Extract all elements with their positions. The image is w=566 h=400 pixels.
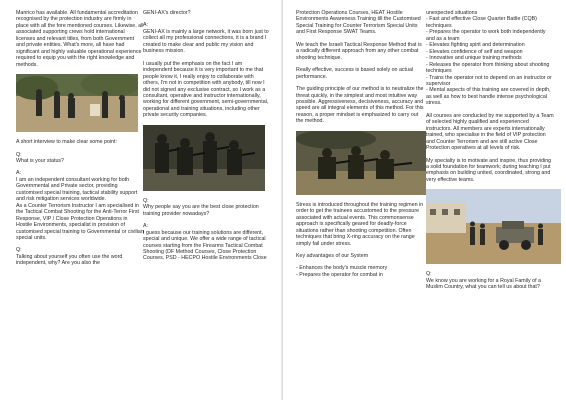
question-text: Why people say you are the best close protection training provider nowadays? — [143, 204, 259, 217]
photo-desert-vehicles — [426, 189, 561, 264]
question-label: Q: — [16, 151, 22, 158]
answer-label: A: — [143, 223, 149, 230]
right-page — [283, 0, 566, 400]
photo-kneeling-shooters — [296, 131, 426, 195]
column-1 — [16, 10, 144, 273]
answer-text: GENI-AX is mainly a large network, it was born just to collect all my professional connections, it is a brand I created to make clear and public my vision and business mission. — [143, 28, 269, 55]
advantage-item: - Mental aspects of this training are covered in depth, as well as how to best handle intense psychological stress. — [426, 87, 551, 107]
paragraph-independent: I usually put the emphasis on the fact I am independent because it is very important to me that people know it, I really enjoy to collaborate with others, I'm not in competition with anybody, till now I did not signed any exclusive contract, so I work as a consultant, operative and instructor internationally, working for different government, semi-governmental, operational and training situations, including other private security companies. — [143, 60, 269, 119]
question-text: Talking about yourself you often use the word independent, why? Are you also the — [16, 253, 123, 267]
answer-label: A: — [16, 170, 22, 177]
question-text: What is your status? — [16, 157, 64, 164]
paragraph-courses: Protection Operations Courses, HEAT Hostile Environments Awareness Training till the Customised Special Training for Counter Terrorism Special Units and First Response SWAT Teams. — [296, 10, 421, 36]
column-4 — [426, 10, 554, 297]
question-label: Q: — [16, 247, 22, 254]
advantage-item: - Fast and effective Close Quarter Battle (CQB) techniques — [426, 16, 537, 29]
answer-text-continued: As a Counter Terrorism Instructor I am specialised in the Tactical Combat Shooting for the Anti-Terror First Response, VIP / Close Protection Operations in Hostile Environments, specialist in provision of customised special training to Governmental or civilian special units. — [16, 202, 144, 241]
question-text-continued: GENI-AX's director? — [143, 10, 191, 16]
question-text: We know you are working for a Royal Family of a Muslim Country, what you can tell us about that? — [426, 277, 542, 291]
section-heading-advantages: Key advantages of our System — [296, 252, 369, 259]
paragraph-specialty: My specialty is to motivate and inspire, thus providing a solid foundation for teamwork; during teaching I put emphasis on building united, coordinated, strong and very effective teams. — [426, 157, 552, 183]
advantage-item: unexpected situations — [426, 10, 478, 16]
advantages-list — [426, 10, 554, 107]
advantage-item: - Prepares the operator to work both independently and as a team — [426, 29, 546, 42]
advantage-item: - Prepares the operator for combat in — [296, 271, 383, 278]
advantage-item: - Enhances the body's muscle memory — [296, 265, 388, 272]
advantage-item: - Releases the operator from thinking about shooting techniques — [426, 61, 550, 75]
advantage-item: - Elevates confidence of self and weapon — [426, 48, 523, 55]
paragraph-principle: The guiding principle of our method is to neutralize the threat quickly, in the simplest and most intuitive way possible. Aggressiveness, decisiveness, accuracy and speed are all integral elements of this method. For this reason, a proper mindset is emphasized to carry out the method. — [296, 86, 424, 125]
question-label: Q: — [426, 271, 432, 278]
paragraph-team: All courses are conducted by me supported by a Team of selected highly qualified and experienced instructors. All members are experts internationally trained, who specialise in the field of VIP protection and Counter Terrorism and are still active Close Protection operatives at all levels of risk. — [426, 112, 554, 152]
answer-label: A: — [143, 22, 149, 29]
photo-tactical-team — [143, 125, 265, 191]
advantage-item: - Elevates fighting spirit and determination — [426, 42, 525, 49]
question-label: Q: — [143, 197, 149, 204]
paragraph-method: We teach the Israeli Tactical Response Method that is a radically different approach from any other combat shooting technique. — [296, 41, 422, 61]
paragraph-stress: Stress is introduced throughout the training regimen in order to get the trainees accustomed to the pressure associated with actual events. This commonsense approach is specifically geared for deadly-force situations rather than shooting competition. Often techniques that bring X-ring accuracy on the range simply fail under stress. — [296, 201, 424, 247]
column-2 — [143, 10, 271, 268]
advantage-item: - Innovative and unique training methods — [426, 55, 522, 62]
advantage-item: - Trains the operator not to depend on an instructor or supervisor — [426, 74, 552, 87]
column-3 — [296, 10, 424, 278]
photo-shooting-range-training — [16, 74, 138, 132]
paragraph-effective: Really effective, success is based solely on actual performance. — [296, 67, 414, 80]
paragraph-accreditation: Manrico has available. All fundamental accreditation recognised by the protection industry are firmly in place with all the fore mentioned courses. Likewise, all associated supporting crews hold international licenses and relevant titles, from both Government and private entities. What's more, all have had significant and highly valuable operational experience required to equip you with the right knowledge and methods. — [16, 10, 144, 68]
answer-text: I am an independent consultant working for both Governmental and Private sector, providing customised special training, tactical stability support and risk mitigation services worldwide. — [16, 176, 138, 203]
answer-text: I guess because our training solutions are different, special and unique. We offer a wide range of tactical courses starting from the Firearms Tactical Combat Shooting (DF Method Courses, Close Protection Courses, PSD - HECPO Hostile Environments Close — [143, 229, 267, 262]
interview-intro: A short interview to make clear some point: — [16, 139, 117, 146]
